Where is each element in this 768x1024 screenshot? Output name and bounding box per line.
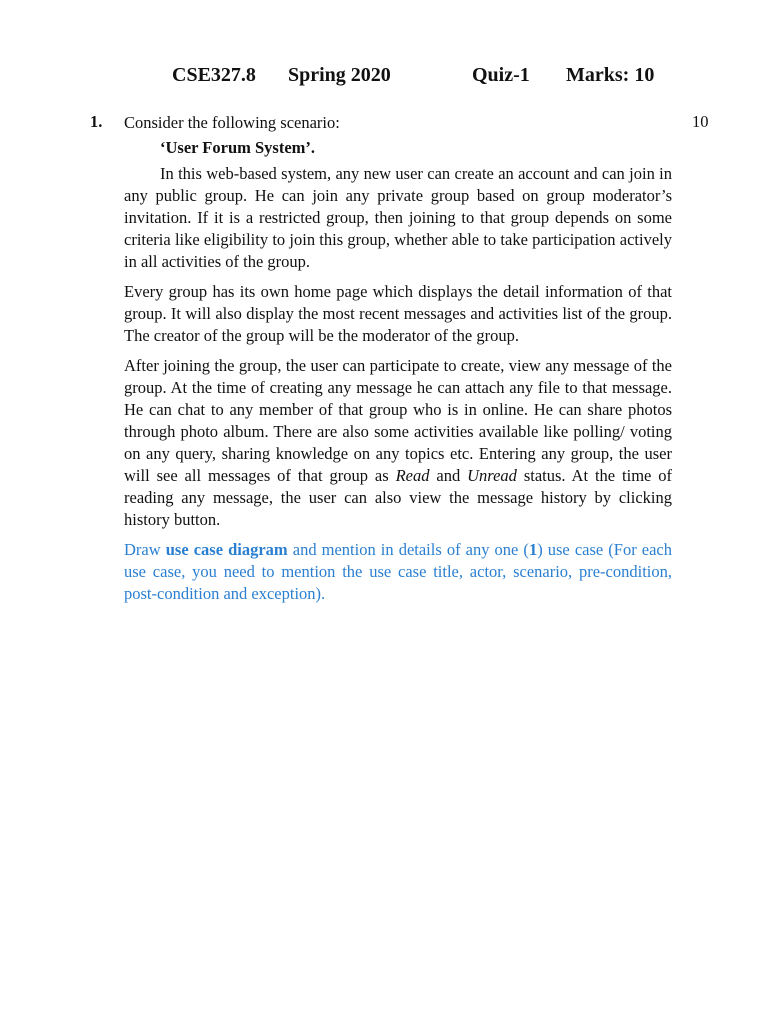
task-end: ) use case (For each use case, you need to mention the use case title, actor, scenario, pre-condition, post-condition and exception). [124, 540, 672, 603]
question-intro: Consider the following scenario: [124, 113, 340, 132]
question-number: 1. [90, 112, 103, 131]
paragraph-3-text-b: status. At the time of reading any message, the user can also view the message history by clicking history button. [124, 466, 673, 529]
task-diagram-term: use case diagram [165, 540, 288, 559]
term: Spring 2020 [288, 64, 391, 86]
task-draw: Draw [124, 540, 166, 559]
question-body [124, 112, 672, 605]
quiz-title: Quiz-1 [472, 64, 530, 86]
total-marks: Marks: 10 [566, 64, 655, 86]
scenario-paragraph-2: Every group has its own home page which displays the detail information of that group. It will also display the most recent messages and activities list of the group. The creator of the group will be the moderator of the group. [124, 282, 672, 345]
task-mid: and mention in details of any one ( [287, 540, 529, 559]
course-code: CSE327.8 [172, 64, 256, 86]
paragraph-3-and: and [429, 466, 468, 485]
question-marks: 10 [692, 112, 709, 131]
paragraph-3-text-a: After joining the group, the user can participate to create, view any message of the group. At the time of creating any message he can attach any file to that message. He can chat to any member of that group who is in online. He can share photos through photo album. There are also some activities available like polling/ voting on any query, sharing knowledge on any topics etc. Entering any group, the user will see all messages of that group as [124, 356, 672, 485]
read-status: Read [395, 466, 430, 485]
unread-status: Unread [467, 466, 517, 485]
task-instruction [124, 539, 672, 605]
quiz-header [0, 64, 768, 94]
scenario-title: ‘User Forum System’. [160, 138, 316, 157]
task-count: 1 [528, 540, 538, 559]
scenario-paragraph-3 [124, 355, 672, 531]
scenario-paragraph-1: In this web-based system, any new user can create an account and can join in any public group. He can join any private group based on group moderator’s invitation. If it is a restricted group, then joining to that group depends on some criteria like eligibility to join this group, whether able to take participation actively in all activities of the group. [124, 164, 672, 271]
